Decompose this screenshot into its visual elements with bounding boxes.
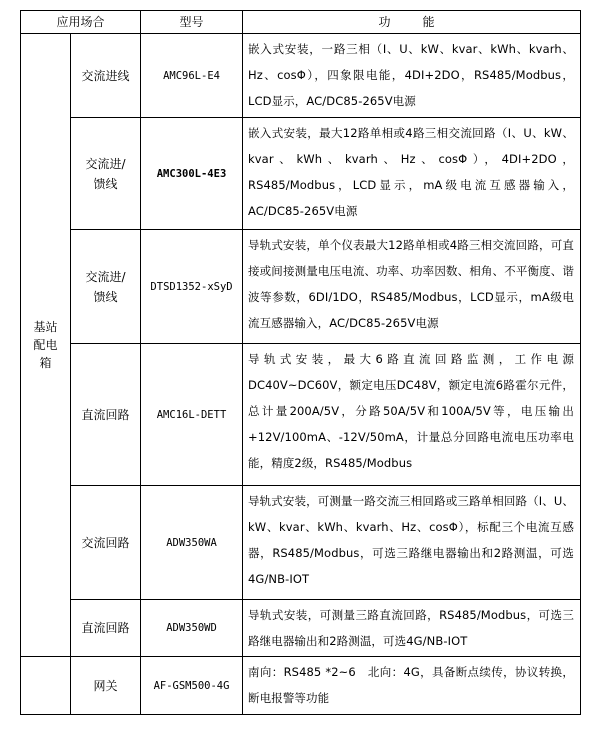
model-cell: ADW350WD [141, 600, 243, 657]
table-row [21, 118, 581, 230]
table-row [21, 344, 581, 486]
model-cell: AMC300L-4E3 [141, 118, 243, 230]
scene-cell: 交流进线 [71, 34, 141, 118]
table-row [21, 657, 581, 715]
product-spec-table [20, 10, 581, 715]
model-cell: AF-GSM500-4G [141, 657, 243, 715]
model-cell: DTSD1352-xSyD [141, 230, 243, 344]
function-cell: 导轨式安装，可测量一路交流三相回路或三路单相回路（I、U、kW、kvar、kWh、kvarh、Hz、cosΦ），标配三个电流互感器，RS485/Modbus，可选三路继电器输出和2路测温，可选4G/NB-IOT [243, 486, 581, 600]
spec-table-container [20, 10, 581, 715]
group-label-cell [21, 34, 71, 657]
table-header-row [21, 11, 581, 34]
group-label: 基站配电箱 [33, 320, 58, 370]
scene-cell [71, 230, 141, 344]
model-cell: AMC96L-E4 [141, 34, 243, 118]
model-cell: AMC16L-DETT [141, 344, 243, 486]
scene-cell: 直流回路 [71, 344, 141, 486]
table-row [21, 230, 581, 344]
empty-group-cell [21, 657, 71, 715]
function-cell: 导轨式安装，单个仪表最大12路单相或4路三相交流回路，可直接或间接测量电压电流、功率、功率因数、相角、不平衡度、谐波等参数，6DI/1DO，RS485/Modbus，LCD显示，mA级电流互感器输入，AC/DC85-265V电源 [243, 230, 581, 344]
scene-cell: 网关 [71, 657, 141, 715]
function-cell: 导轨式安装，可测量三路直流回路，RS485/Modbus，可选三路继电器输出和2路测温，可选4G/NB-IOT [243, 600, 581, 657]
function-cell: 嵌入式安装，一路三相（I、U、kW、kvar、kWh、kvarh、Hz、cosΦ），四象限电能，4DI+2DO，RS485/Modbus，LCD显示，AC/DC85-265V电源 [243, 34, 581, 118]
table-row [21, 600, 581, 657]
table-row [21, 486, 581, 600]
scene-text: 交流进/馈线 [85, 269, 126, 304]
scene-cell: 直流回路 [71, 600, 141, 657]
table-row [21, 34, 581, 118]
function-cell: 导轨式安装，最大6路直流回路监测，工作电源DC40V~DC60V，额定电压DC48V，额定电流6路霍尔元件，总计量200A/5V，分路50A/5V和100A/5V等，电压输出+12V/100mA、-12V/50mA，计量总分回路电流电压功率电能，精度2级，RS485/Modbus [243, 344, 581, 486]
header-model: 型号 [141, 11, 243, 34]
function-cell: 南向：RS485 *2~6 北向：4G，具备断点续传，协议转换，断电报警等功能 [243, 657, 581, 715]
scene-cell [71, 118, 141, 230]
header-function: 功 能 [243, 11, 581, 34]
scene-text: 交流进/馈线 [85, 156, 126, 191]
model-cell: ADW350WA [141, 486, 243, 600]
header-scene: 应用场合 [21, 11, 141, 34]
function-cell: 嵌入式安装，最大12路单相或4路三相交流回路（I、U、kW、kvar、kWh、kvarh、Hz、cosΦ），4DI+2DO，RS485/Modbus，LCD显示，mA级电流互感器输入，AC/DC85-265V电源 [243, 118, 581, 230]
scene-cell: 交流回路 [71, 486, 141, 600]
